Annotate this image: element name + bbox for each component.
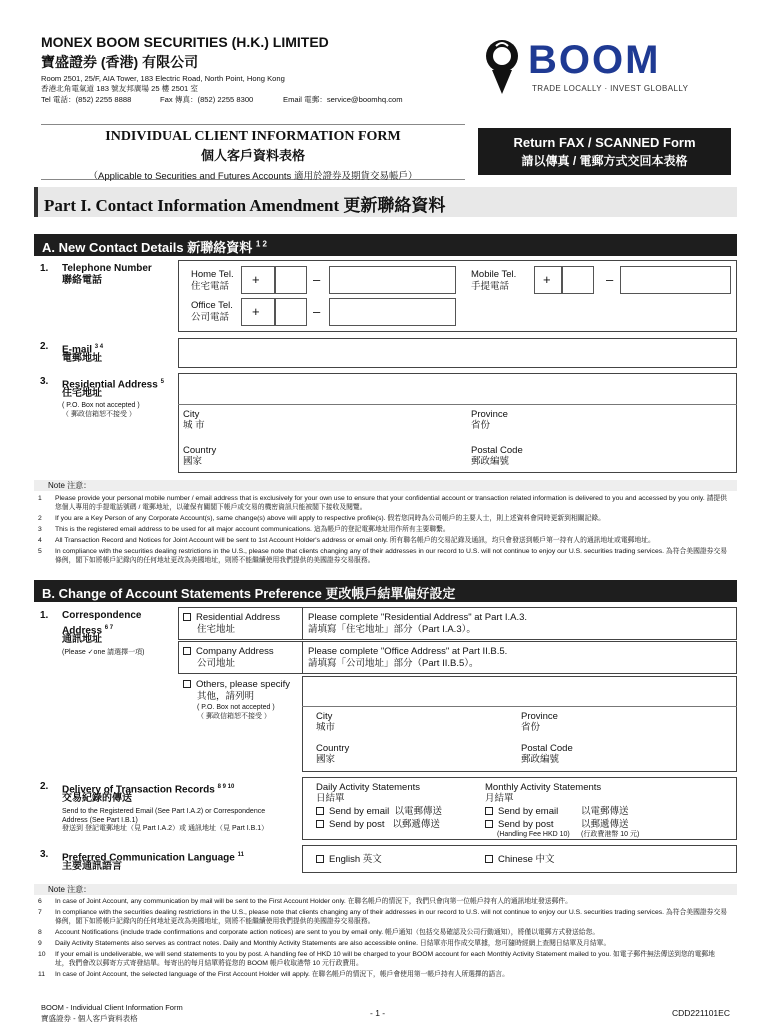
- note-text: Daily Activity Statements also serves as contract notes. Daily and Monthly Activity Statements are also accessible online. 日結單亦用作成交單據，您可隨時經網上查閱日結單及月結單。: [55, 940, 611, 947]
- res-label-en: Residential Address: [62, 379, 158, 391]
- footer-left-en: BOOM - Individual Client Information Form: [41, 1003, 183, 1012]
- note-8: [38, 928, 728, 937]
- monthly-post-option[interactable]: [485, 819, 553, 830]
- note-num: 10: [38, 951, 46, 958]
- mobile-plus: +: [543, 272, 551, 287]
- tel-label-zh: 聯絡電話: [62, 275, 102, 286]
- notes-b-label-bar: [34, 884, 737, 895]
- daily-en: Daily Activity Statements: [316, 782, 421, 793]
- other-city-zh: 城市: [316, 722, 336, 733]
- opt-co-note-zh: 請填寫「公司地址」部分（Part II.B.5）。: [308, 658, 479, 669]
- opt-co-en: Company Address: [196, 646, 274, 657]
- note-9: [38, 939, 728, 948]
- footer-page: - 1 -: [370, 1008, 386, 1018]
- deliv-label-en: Delivery of Transaction Records: [62, 784, 215, 796]
- res-label-zh: 住宅地址: [62, 388, 102, 399]
- note-num: 4: [38, 537, 42, 544]
- monthly-email-label: Send by email: [498, 806, 559, 817]
- home-tel-zh: 住宅電話: [191, 281, 230, 292]
- res-postal-en: Postal Code: [471, 445, 523, 456]
- opt-co-checkbox[interactable]: [183, 646, 274, 657]
- monthly-email-zh: 以電郵傳送: [581, 806, 629, 817]
- note-text: Account Notifications (include trade confirmations and corporate action notices) are sent to you by email only. 帳戶通知（包括交易確認及公司行動通知），將僅以電郵方式發送給您。: [55, 929, 600, 936]
- opt-other-zh: 其他，請列明: [197, 691, 255, 702]
- note-num: 1: [38, 495, 42, 502]
- deliv-desc-en: Send to the Registered Email (See Part I.A.2) or Correspondence Address (See Part I.B.1): [62, 808, 266, 824]
- mobile-tel-en: Mobile Tel.: [471, 269, 517, 280]
- office-tel-area-field[interactable]: [275, 298, 307, 326]
- note-text: In case of Joint Account, the selected language of the First Account Holder will apply. 在聯名帳戶的情況下，帳戶會使用第一帳戶持有人所選擇的語言。: [55, 971, 509, 978]
- office-dash: –: [313, 304, 321, 319]
- company-name-en: MONEX BOOM SECURITIES (H.K.) LIMITED: [41, 34, 329, 50]
- note-4: [38, 536, 728, 545]
- tel-num: 1.: [40, 263, 49, 274]
- note-num: 7: [38, 909, 42, 916]
- daily-email-zh: 以電郵傳送: [394, 806, 442, 817]
- note-num: 3: [38, 526, 42, 533]
- other-city-en: City: [316, 711, 333, 722]
- opt-co-zh: 公司地址: [197, 658, 236, 669]
- deliv-desc-zh: 發送到 登記電郵地址（見 Part I.A.2）或 通訊地址（見 Part I.B.1）: [62, 825, 269, 832]
- email-num: 2.: [40, 341, 49, 352]
- deliv-sup: 8 9 10: [217, 784, 235, 790]
- email-input[interactable]: [178, 338, 737, 368]
- other-divider: [302, 706, 737, 707]
- form-title-en: INDIVIDUAL CLIENT INFORMATION FORM: [105, 129, 401, 144]
- form-applicable: （Applicable to Securities and Futures Accounts 適用於證券及期貨交易帳戶）: [88, 171, 418, 182]
- daily-zh: 日結單: [316, 793, 345, 804]
- handling-zh: (行政費港幣 10 元): [581, 831, 640, 838]
- email-label-en: E-mail: [62, 344, 93, 356]
- note-text: If you are a Key Person of any Corporate Account(s), same change(s) above will apply to respective profile(s). 假若您同時為公司帳戶的主要人士，則上述資料會同時更新到相關記錄。: [55, 515, 605, 522]
- res-postal-zh: 郵政編號: [471, 456, 510, 467]
- lang-chinese-label: Chinese 中文: [498, 854, 555, 865]
- mobile-dash: –: [606, 272, 614, 287]
- company-name-zh: 寶盛證券 (香港) 有限公司: [41, 54, 199, 70]
- daily-post-zh: 以郵遞傳送: [392, 819, 440, 830]
- monthly-post-zh: 以郵遞傳送: [581, 819, 629, 830]
- email-label-zh: 電郵地址: [62, 353, 102, 364]
- res-address-box[interactable]: [178, 373, 737, 473]
- office-plus: +: [252, 304, 260, 319]
- checkbox-icon[interactable]: [316, 807, 324, 815]
- note-text: In compliance with the securities dealing restrictions in the U.S., please note that clients changing any of their addresses in our record to U.S. will not continue to enjoy our U.S. securities trading services. 為符合美國證券交易條例，閣下如將帳戶記錄內的任何地址更改為美國地址，則將不能繼續使用我們提供的美國證券交易服務。: [55, 548, 728, 564]
- notes-a-label: Note 注意：: [48, 481, 92, 490]
- lang-label-en: Preferred Communication Language: [62, 852, 235, 864]
- mobile-tel-number-field[interactable]: [620, 266, 731, 294]
- opt-other-checkbox[interactable]: [183, 679, 290, 690]
- daily-post-label: Send by post: [329, 819, 385, 830]
- note-3: [38, 525, 728, 534]
- home-plus: +: [252, 272, 260, 287]
- section-a-title-text: A. New Contact Details 新聯絡資料: [42, 240, 253, 255]
- other-country-en: Country: [316, 743, 350, 754]
- note-num: 8: [38, 929, 42, 936]
- other-postal-zh: 郵政編號: [521, 754, 560, 765]
- section-a-title: [42, 237, 267, 256]
- notes-b-list: [38, 897, 728, 979]
- lang-english-option[interactable]: [316, 854, 382, 865]
- daily-post-option[interactable]: [316, 819, 440, 830]
- corr-num: 1.: [40, 610, 49, 621]
- res-country-zh: 國家: [183, 456, 203, 467]
- opt-res-zh: 住宅地址: [197, 624, 236, 635]
- monthly-email-option[interactable]: [485, 806, 558, 817]
- opt-other-po-zh: （ 郵政信箱恕不接受 ）: [197, 713, 271, 720]
- mobile-tel-area-field[interactable]: [562, 266, 594, 294]
- return-en: Return FAX / SCANNED Form: [513, 135, 696, 150]
- email-sup: 3 4: [94, 344, 104, 350]
- office-tel-en: Office Tel.: [191, 300, 233, 311]
- opt-res-checkbox[interactable]: [183, 612, 280, 623]
- deliv-label-zh: 交易紀錄的傳送: [62, 793, 132, 804]
- address-zh: 香港北角電氣道 183 號友邦廣場 25 樓 2501 室: [41, 84, 198, 93]
- note-num: 5: [38, 548, 42, 555]
- res-province-zh: 省份: [471, 420, 491, 431]
- lang-sup: 11: [237, 852, 244, 858]
- tel-label-en: Telephone Number: [62, 263, 152, 274]
- note-11: [38, 970, 728, 979]
- home-tel-area-field[interactable]: [275, 266, 307, 294]
- note-2: [38, 514, 728, 523]
- daily-email-option[interactable]: [316, 806, 442, 817]
- footer-code: CDD221101EC: [672, 1008, 730, 1018]
- res-country-en: Country: [183, 445, 217, 456]
- other-province-en: Province: [521, 711, 558, 722]
- note-num: 6: [38, 898, 42, 905]
- lang-num: 3.: [40, 849, 49, 860]
- logo-tagline: TRADE LOCALLY · INVEST GLOBALLY: [532, 84, 689, 93]
- mobile-tel-zh: 手提電話: [471, 281, 510, 292]
- boom-emblem-icon: [476, 36, 528, 98]
- notes-b-label: Note 注意：: [48, 885, 92, 894]
- email: Email 電郵：service@boomhq.com: [283, 95, 403, 104]
- monthly-en: Monthly Activity Statements: [485, 782, 602, 793]
- office-tel-number-field[interactable]: [329, 298, 456, 326]
- notes-a-label-bar: [34, 480, 737, 491]
- opt-co-note-en: Please complete "Office Address" at Part II.B.5.: [308, 646, 508, 657]
- checkbox-icon[interactable]: [485, 820, 493, 828]
- other-address-box[interactable]: [302, 676, 737, 772]
- form-title-box: [41, 124, 465, 180]
- checkbox-icon[interactable]: [183, 613, 191, 621]
- note-text: All Transaction Record and Notices for Joint Account will be sent to 1st Account Holder's address or email only. 所有聯名帳戶的交易記錄及通訊，均只會發送到帳戶第一持有人的通訊地址或電郵地址。: [55, 537, 655, 544]
- note-7: [38, 908, 728, 926]
- res-divider: [178, 404, 737, 405]
- other-country-zh: 國家: [316, 754, 336, 765]
- checkbox-icon[interactable]: [316, 820, 324, 828]
- corr-please: (Please ✓one 請選擇一項): [62, 649, 145, 656]
- part1-heading: [34, 187, 737, 217]
- notes-a-list: [38, 494, 728, 565]
- note-text: Please provide your personal mobile number / email address that is exclusively for your own use to ensure that your confidential account or transaction related information is delivered to you and accessed by you only. 請提供您個人專用的手提電話號碼 / 電郵地址，以確保有關閣下帳戶或交易的機密資訊只能被閣下接收及閱覽。: [55, 495, 727, 511]
- opt-res-en: Residential Address: [196, 612, 280, 623]
- opt-res-note-zh: 請填寫「住宅地址」部分（Part I.A.3）。: [308, 624, 476, 635]
- section-b-title: B. Change of Account Statements Preference 更改帳戶結單偏好設定: [42, 586, 456, 601]
- monthly-zh: 月結單: [485, 793, 514, 804]
- corr-sup: 6 7: [104, 625, 114, 631]
- note-text: In compliance with the securities dealing restrictions in the U.S., please note that clients changing any of their addresses in our record to U.S. will not continue to enjoy our U.S. securities trading services. 為符合美國證券交易條例，閣下如將帳戶記錄內的任何地址更改為美國地址，則將不能繼續使用我們提供的美國證券交易服務。: [55, 909, 728, 925]
- note-6: [38, 897, 728, 906]
- res-sup: 5: [160, 379, 164, 385]
- lang-chinese-option[interactable]: [485, 854, 555, 865]
- handling-en: (Handling Fee HKD 10): [497, 831, 570, 838]
- note-text: If your email is undeliverable, we will send statements to you by post. A handling fee of HKD 10 will be charged to your BOOM account for each Monthly Activity Statement mailed to you. 如電子郵件無法傳送到您的電郵地址，我們會改以郵寄方式寄發結單。每寄出的每月結單將從您的 BOOM 帳戶收取港幣 10 元行政費用。: [55, 951, 715, 967]
- res-po-en: ( P.O. Box not accepted ): [62, 402, 140, 409]
- checkbox-icon[interactable]: [485, 855, 493, 863]
- res-num: 3.: [40, 376, 49, 387]
- section-a-sup: 1 2: [255, 239, 267, 249]
- section-b-bar: [34, 580, 737, 602]
- section-a-bar: [34, 234, 737, 256]
- daily-email-label: Send by email: [329, 806, 390, 817]
- footer-left-zh: 寶盛證券 - 個人客戶資料表格: [41, 1014, 138, 1023]
- opt-other-po-en: ( P.O. Box not accepted ): [197, 704, 275, 711]
- note-num: 2: [38, 515, 42, 522]
- checkbox-icon[interactable]: [183, 680, 191, 688]
- home-tel-en: Home Tel.: [191, 269, 234, 280]
- home-dash: –: [313, 272, 321, 287]
- fax: Fax 傳真：(852) 2255 8300: [160, 95, 254, 104]
- address-en: Room 2501, 25/F, AIA Tower, 183 Electric Road, North Point, Hong Kong: [41, 74, 285, 83]
- home-tel-number-field[interactable]: [329, 266, 456, 294]
- res-city-zh: 城 市: [183, 420, 205, 431]
- note-1: [38, 494, 728, 512]
- checkbox-icon[interactable]: [316, 855, 324, 863]
- deliv-num: 2.: [40, 781, 49, 792]
- tel: Tel 電話：(852) 2255 8888: [41, 95, 132, 104]
- lang-english-label: English 英文: [329, 854, 382, 865]
- part1-title: Part I. Contact Information Amendment 更新聯絡資料: [44, 196, 446, 215]
- return-form-box: [478, 128, 731, 175]
- logo-wordmark: BOOM: [528, 38, 661, 82]
- other-postal-en: Postal Code: [521, 743, 573, 754]
- boom-logo: [476, 36, 738, 100]
- note-text: In case of Joint Account, any communication by mail will be sent to the First Account Holder only. 在聯名帳戶的情況下，我們只會向第一位帳戶持有人的通訊地址發送郵件。: [55, 898, 572, 905]
- checkbox-icon[interactable]: [485, 807, 493, 815]
- form-title-zh: 個人客戶資料表格: [200, 148, 305, 163]
- corr-label-en: Correspondence Address: [62, 610, 142, 637]
- opt-res-note-en: Please complete "Residential Address" at Part I.A.3.: [308, 612, 528, 623]
- res-city-en: City: [183, 409, 200, 420]
- note-num: 11: [38, 971, 46, 978]
- office-tel-zh: 公司電話: [191, 312, 230, 323]
- note-text: This is the registered email address to be used for all major account communications. 這為帳戶的登記電郵地址用作所有主要聯繫。: [55, 526, 450, 533]
- lang-label-zh: 主要通訊語言: [62, 861, 122, 872]
- note-num: 9: [38, 940, 42, 947]
- opt-other-en: Others, please specify: [196, 679, 290, 690]
- note-5: [38, 547, 728, 565]
- res-province-en: Province: [471, 409, 508, 420]
- other-province-zh: 省份: [521, 722, 541, 733]
- monthly-post-label: Send by post: [498, 819, 554, 830]
- checkbox-icon[interactable]: [183, 647, 191, 655]
- note-10: [38, 950, 728, 968]
- return-zh: 請以傳真 / 電郵方式交回本表格: [521, 154, 688, 168]
- res-po-zh: （ 郵政信箱恕不接受 ）: [62, 411, 136, 418]
- corr-label-zh: 通訊地址: [62, 634, 102, 645]
